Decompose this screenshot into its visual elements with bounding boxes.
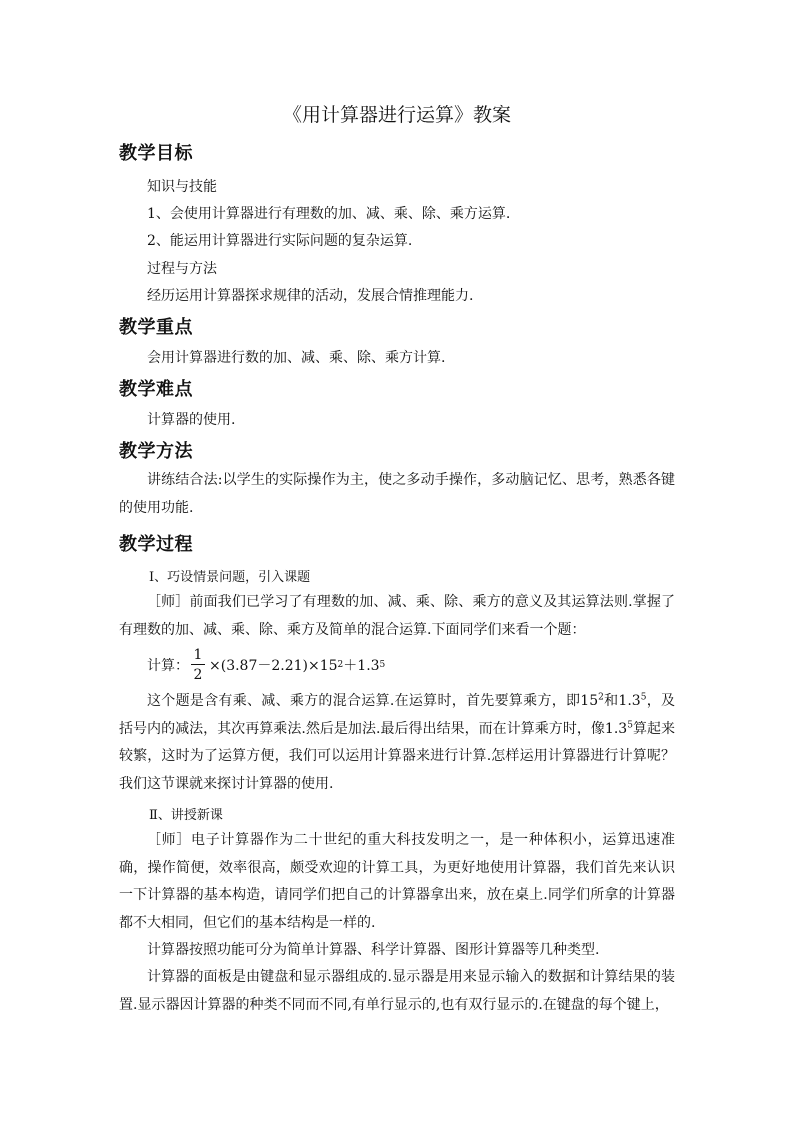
fraction-numerator: 1 xyxy=(193,646,203,663)
process-step-2: Ⅱ、讲授新课 xyxy=(149,808,223,823)
focus-text: 会用计算器进行数的加、减、乘、除、乘方计算. xyxy=(147,350,446,366)
goals-subheading-knowledge: 知识与技能 xyxy=(147,179,217,195)
process-paragraph-3: ［师］电子计算器作为二十世纪的重大科技发明之一，是一种体积小，运算迅速准确，操作简便，效率很高，颇受欢迎的计算工具，为更好地使用计算器，我们首先来认识一下计算器的基本构造，请同学们把自己的计算器拿出来，放在桌上.同学们所拿的计算器都不大相同，但它们的基本结构是一样的. xyxy=(119,832,675,931)
process-step-1: Ⅰ、巧设情景问题，引入课题 xyxy=(149,570,311,585)
process-paragraph-1: ［师］前面我们已学习了有理数的加、减、乘、除、乘方的意义及其运算法则.掌握了有理数的加、减、乘、除、乘方及简单的混合运算.下面同学们来看一个题： xyxy=(119,594,675,638)
goals-subheading-process: 过程与方法 xyxy=(147,261,217,277)
difficulty-text: 计算器的使用. xyxy=(147,412,236,428)
process-paragraph-2 xyxy=(119,688,675,798)
document-title: 《用计算器进行运算》教案 xyxy=(282,104,511,126)
formula-line: 计算： $\frac{1}{2}$ ×(3.87－2.21)×15 2 ＋1.3 5 xyxy=(147,646,386,683)
para2-sup-1: 2 xyxy=(598,692,604,703)
para2-part-b: 和1.3 xyxy=(603,693,641,709)
para2-sup-3: 5 xyxy=(627,719,633,730)
heading-goals: 教学目标 xyxy=(119,143,193,164)
process-paragraph-4: 计算器按照功能可分为简单计算器、科学计算器、图形计算器等几种类型. xyxy=(147,942,600,958)
para2-sup-2: 5 xyxy=(640,692,647,703)
fraction-one-half xyxy=(191,646,205,685)
goals-item-1: 1、会使用计算器进行有理数的加、减、乘、除、乘方运算. xyxy=(147,206,511,222)
formula-body: ×(3.87－2.21)×15 xyxy=(209,658,338,674)
goals-item-3: 经历运用计算器探求规律的活动，发展合情推理能力. xyxy=(147,288,474,304)
para2-part-d: 算起来较繁，这时为了运算方便，我们可以运用计算器来进行计算.怎样运用计算器进行计算呢？我们这节课就来探讨计算器的使用. xyxy=(119,720,676,792)
heading-focus: 教学重点 xyxy=(119,317,193,338)
formula-plus: ＋1.3 xyxy=(343,658,380,674)
fraction-denominator: 2 xyxy=(193,666,203,683)
formula-prefix: 计算： xyxy=(147,658,189,674)
para2-part-a: 这个题是含有乘、减、乘方的混合运算.在运算时，首先要算乘方，即15 xyxy=(147,693,599,709)
heading-method: 教学方法 xyxy=(119,441,193,462)
heading-process: 教学过程 xyxy=(119,534,193,555)
goals-item-2: 2、能运用计算器进行实际问题的复杂运算. xyxy=(147,233,413,249)
heading-difficulty: 教学难点 xyxy=(119,379,193,400)
method-text: 讲练结合法:以学生的实际操作为主，使之多动手操作，多动脑记忆、思考，熟悉各键的使用功能. xyxy=(119,472,675,516)
process-paragraph-5: 计算器的面板是由键盘和显示器组成的.显示器是用来显示输入的数据和计算结果的装置.显示器因计算器的种类不同而不同,有单行显示的,也有双行显示的.在键盘的每个键上， xyxy=(119,969,675,1013)
para2-part-c: ，及括号内的减法，其次再算乘法.然后是加法.最后得出结果，而在计算乘方时，像1.3 xyxy=(119,693,676,737)
